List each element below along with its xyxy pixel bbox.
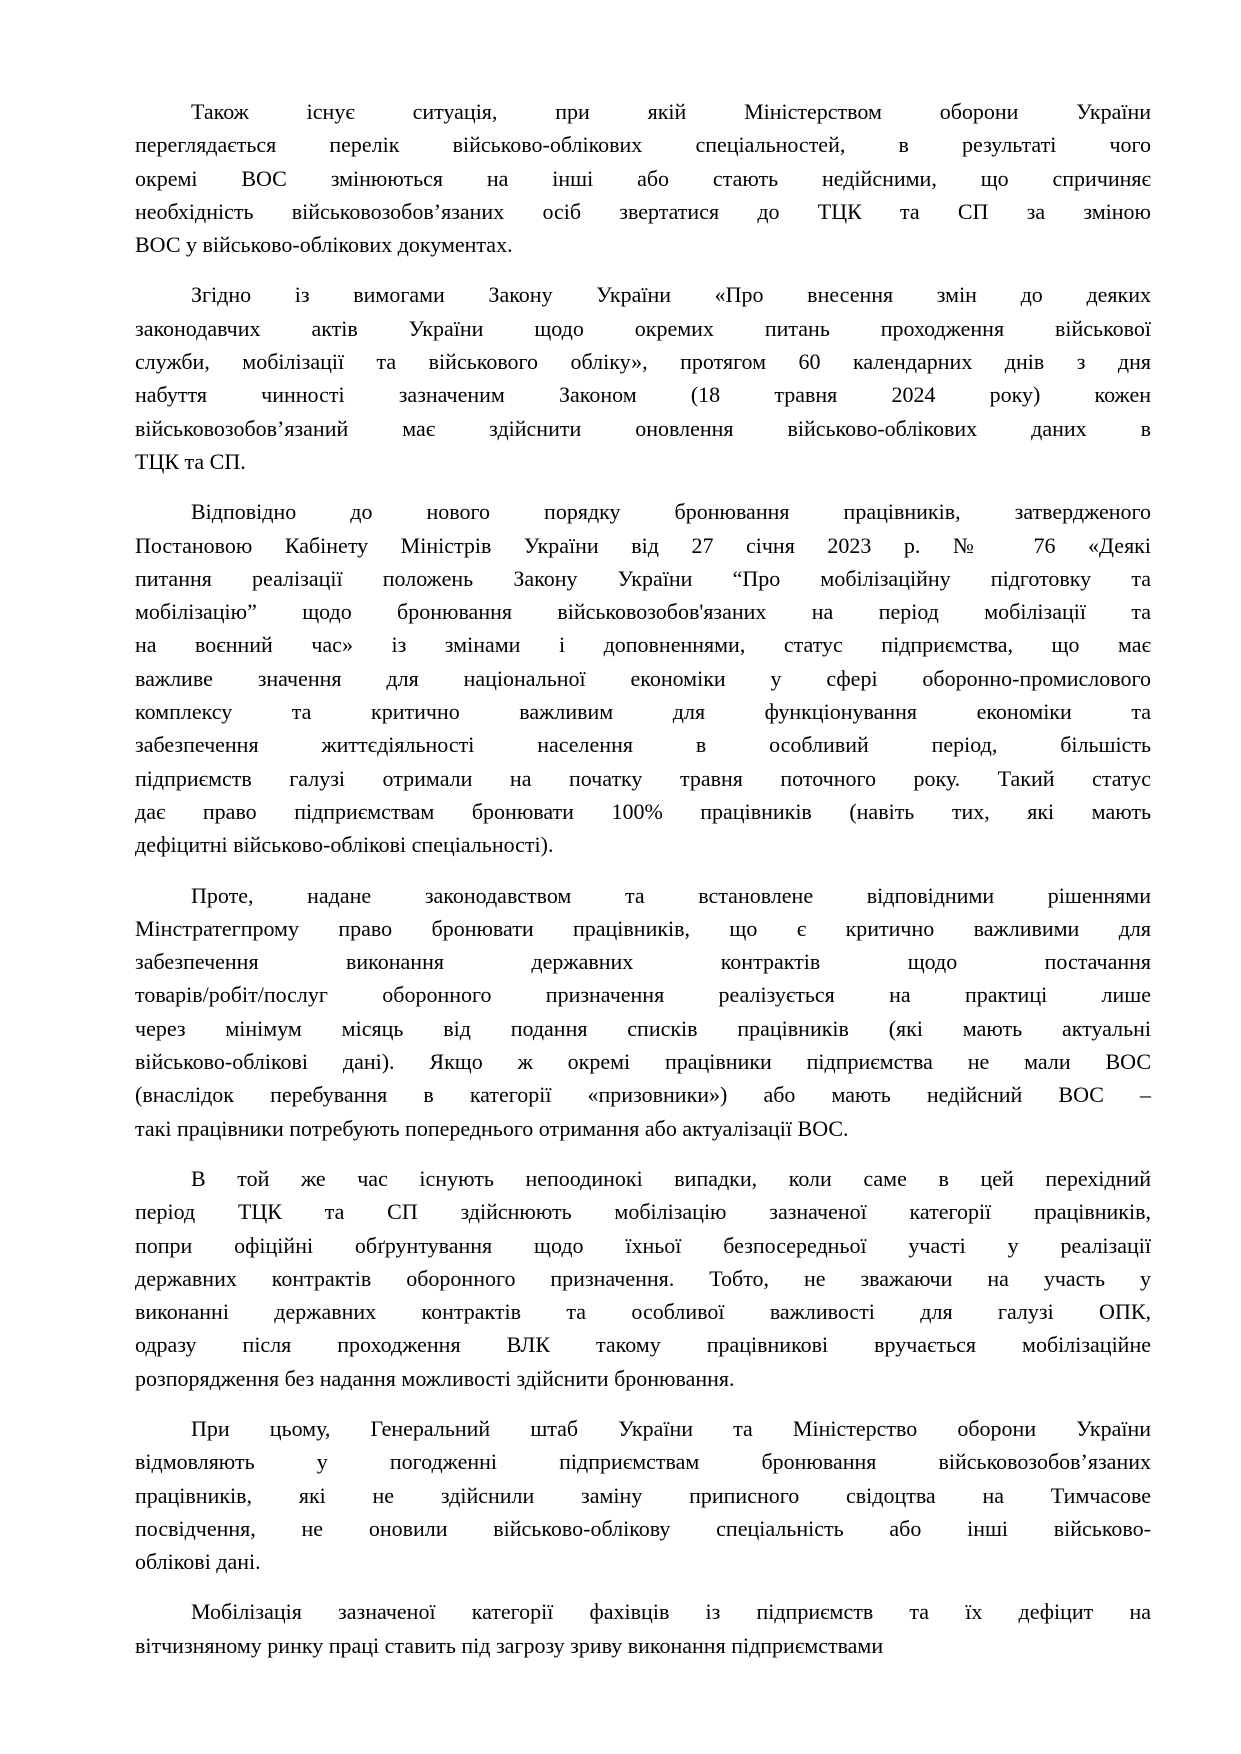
text-line: ВОС у військово-облікових документах. bbox=[135, 232, 513, 258]
text-line: одразу після проходження ВЛК такому працівникові вручається мобілізаційне bbox=[135, 1332, 1151, 1358]
text-line: військово-облікові дані). Якщо ж окремі працівники підприємства не мали ВОС bbox=[135, 1049, 1151, 1075]
text-line: посвідчення, не оновили військово-облікову спеціальність або інші військово- bbox=[135, 1515, 1151, 1541]
text-line: розпорядження без надання можливості здійснити бронювання. bbox=[135, 1365, 735, 1391]
paragraph bbox=[135, 278, 1151, 478]
text-line: В той же час існують непоодинокі випадки, коли саме в цей перехідний bbox=[191, 1165, 1151, 1191]
text-line: мобілізацію” щодо бронювання військовозобов'язаних на період мобілізації та bbox=[135, 599, 1151, 625]
text-line: підприємств галузі отримали на початку травня поточного року. Такий статус bbox=[135, 765, 1151, 791]
text-line: дефіцитні військово-облікові спеціальності). bbox=[135, 832, 554, 858]
text-line: Мінстратегпрому право бронювати працівників, що є критично важливими для bbox=[135, 915, 1151, 941]
text-line: виконанні державних контрактів та особливої важливості для галузі ОПК, bbox=[135, 1299, 1151, 1325]
text-line: служби, мобілізації та військового обліку», протягом 60 календарних днів з дня bbox=[135, 349, 1151, 375]
text-line: законодавчих актів України щодо окремих питань проходження військової bbox=[135, 315, 1151, 341]
paragraph bbox=[135, 1595, 1151, 1662]
text-line: військовозобов’язаний має здійснити оновлення військово-облікових даних в bbox=[135, 415, 1151, 441]
text-line: Проте, надане законодавством та встановлене відповідними рішеннями bbox=[191, 882, 1151, 908]
paragraph bbox=[135, 1412, 1151, 1578]
text-line: через мінімум місяць від подання списків працівників (які мають актуальні bbox=[135, 1015, 1151, 1041]
text-line: Згідно із вимогами Закону України «Про внесення змін до деяких bbox=[191, 282, 1151, 308]
text-line: важливе значення для національної економіки у сфері оборонно-промислового bbox=[135, 665, 1151, 691]
text-line: забезпечення виконання державних контрактів щодо постачання bbox=[135, 949, 1151, 975]
document-text-block bbox=[135, 95, 1151, 1679]
text-line: такі працівники потребують попереднього отримання або актуалізації ВОС. bbox=[135, 1115, 849, 1141]
text-line: період ТЦК та СП здійснюють мобілізацію зазначеної категорії працівників, bbox=[135, 1199, 1151, 1225]
text-line: дає право підприємствам бронювати 100% працівників (навіть тих, які мають bbox=[135, 798, 1151, 824]
text-line: Постановою Кабінету Міністрів України від 27 січня 2023 р. № 76 «Деякі bbox=[135, 532, 1151, 558]
text-line: ТЦК та СП. bbox=[135, 448, 246, 474]
text-line: необхідність військовозобов’язаних осіб звертатися до ТЦК та СП за зміною bbox=[135, 198, 1151, 224]
text-line: державних контрактів оборонного призначення. Тобто, не зважаючи на участь у bbox=[135, 1265, 1151, 1291]
text-line: набуття чинності зазначеним Законом (18 травня 2024 року) кожен bbox=[135, 382, 1151, 408]
text-line: комплексу та критично важливим для функціонування економіки та bbox=[135, 699, 1151, 725]
text-line: товарів/робіт/послуг оборонного призначення реалізується на практиці лише bbox=[135, 982, 1151, 1008]
text-line: працівників, які не здійснили заміну приписного свідоцтва на Тимчасове bbox=[135, 1482, 1151, 1508]
text-line: При цьому, Генеральний штаб України та Міністерство оборони України bbox=[191, 1415, 1151, 1441]
text-line: відмовляють у погодженні підприємствам бронювання військовозобов’язаних bbox=[135, 1449, 1151, 1475]
paragraph bbox=[135, 95, 1151, 261]
text-line: облікові дані. bbox=[135, 1549, 261, 1575]
text-line: на воєнний час» із змінами і доповненнями, статус підприємства, що має bbox=[135, 632, 1151, 658]
text-line: Відповідно до нового порядку бронювання працівників, затвердженого bbox=[191, 499, 1151, 525]
text-line: (внаслідок перебування в категорії «призовники») або мають недійсний ВОС – bbox=[135, 1082, 1151, 1108]
text-line: попри офіційні обґрунтування щодо їхньої безпосередньої участі у реалізації bbox=[135, 1232, 1151, 1258]
text-line: Також існує ситуація, при якій Міністерством оборони України bbox=[191, 99, 1151, 124]
paragraph bbox=[135, 879, 1151, 1145]
text-line: окремі ВОС змінюються на інші або стають недійсними, що спричиняє bbox=[135, 165, 1151, 191]
text-line: забезпечення життєдіяльності населення в особливий період, більшість bbox=[135, 732, 1151, 758]
text-line: питання реалізації положень Закону України “Про мобілізаційну підготовку та bbox=[135, 565, 1151, 591]
paragraph bbox=[135, 1162, 1151, 1395]
paragraph bbox=[135, 495, 1151, 861]
text-line: переглядається перелік військово-облікових спеціальностей, в результаті чого bbox=[135, 132, 1151, 158]
text-line: вітчизняному ринку праці ставить під загрозу зриву виконання підприємствами bbox=[135, 1632, 884, 1658]
text-line: Мобілізація зазначеної категорії фахівців із підприємств та їх дефіцит на bbox=[191, 1599, 1151, 1625]
